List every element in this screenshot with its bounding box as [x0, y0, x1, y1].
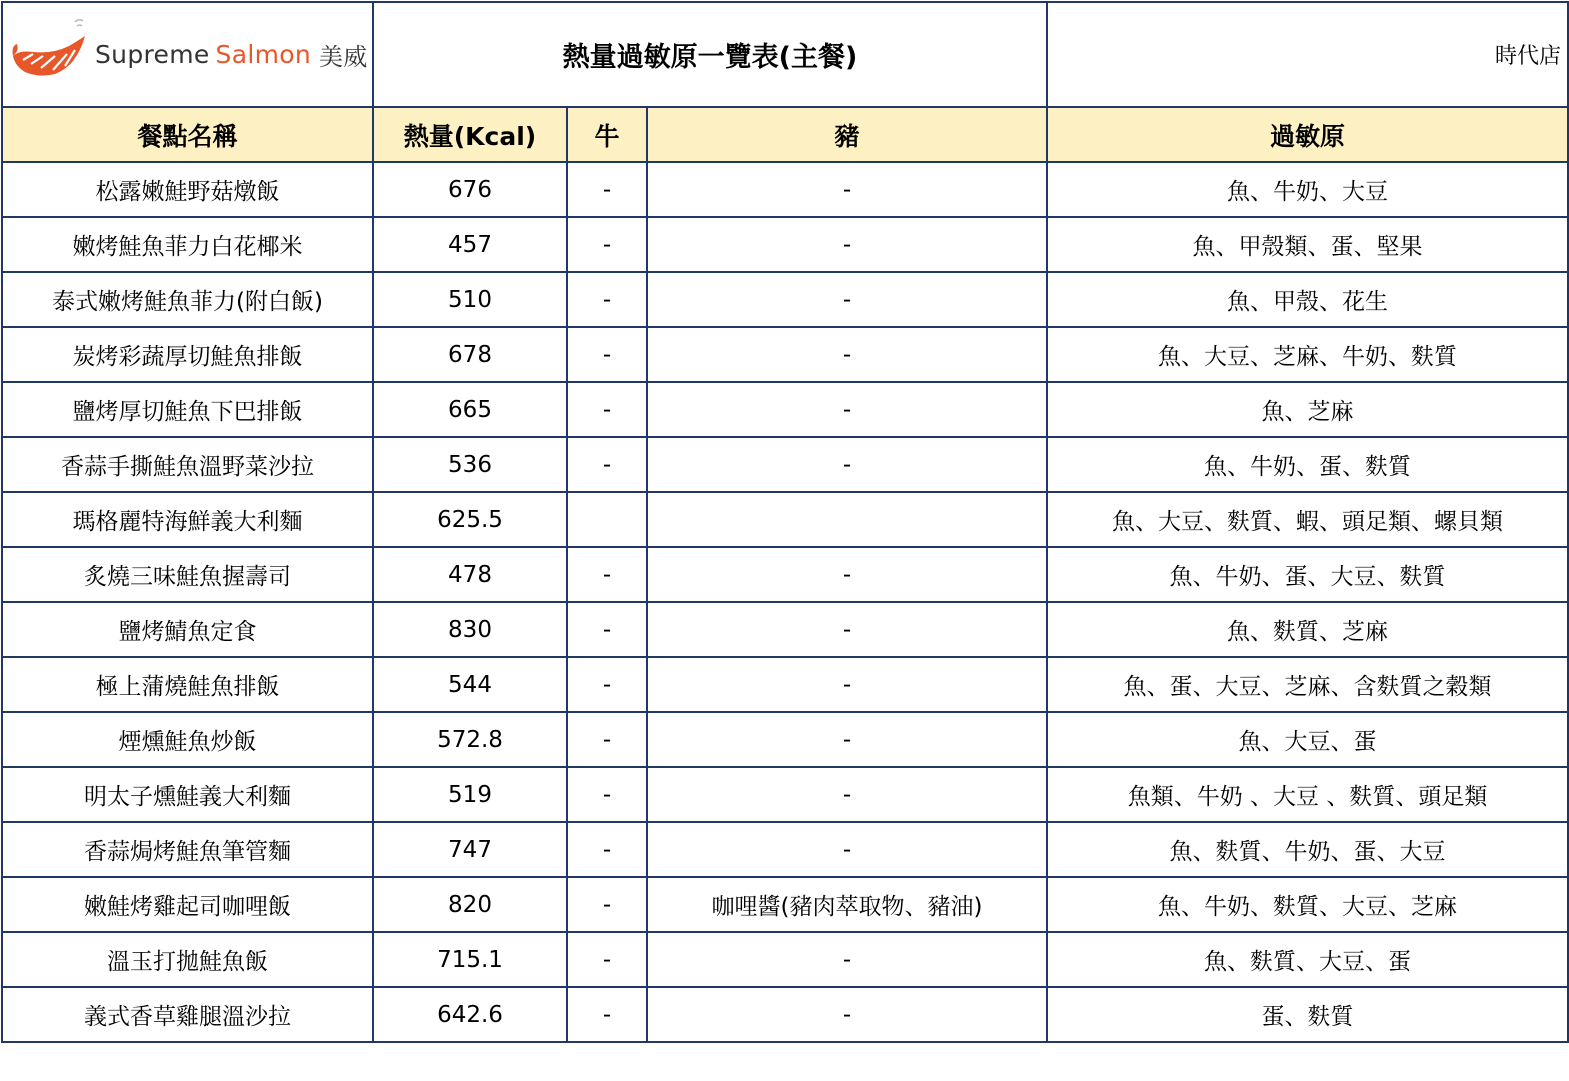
beef-cell: -: [567, 547, 647, 602]
dish-name-cell: 松露嫩鮭野菇燉飯: [2, 162, 373, 217]
allergens-cell: 魚、蛋、大豆、芝麻、含麩質之穀類: [1047, 657, 1568, 712]
beef-cell: -: [567, 437, 647, 492]
beef-cell: -: [567, 767, 647, 822]
dish-name-cell: 溫玉打拋鮭魚飯: [2, 932, 373, 987]
allergens-cell: 魚類、牛奶 、大豆 、麩質、頭足類: [1047, 767, 1568, 822]
title-row: [2, 2, 1568, 107]
header-allergens: 過敏原: [1047, 107, 1568, 162]
table-row: [2, 657, 1568, 712]
dish-name-cell: 瑪格麗特海鮮義大利麵: [2, 492, 373, 547]
calories-cell: 678: [373, 327, 567, 382]
beef-cell: -: [567, 602, 647, 657]
table-row: [2, 327, 1568, 382]
pork-cell: 咖哩醬(豬肉萃取物、豬油): [647, 877, 1047, 932]
beef-cell: -: [567, 822, 647, 877]
dish-name-cell: 泰式嫩烤鮭魚菲力(附白飯): [2, 272, 373, 327]
calories-cell: 820: [373, 877, 567, 932]
table-row: [2, 932, 1568, 987]
table-row: [2, 272, 1568, 327]
logo-cell: [2, 2, 373, 107]
salmon-fish-icon: [9, 16, 89, 93]
dish-name-cell: 鹽烤鯖魚定食: [2, 602, 373, 657]
beef-cell: [567, 492, 647, 547]
dish-name-cell: 煙燻鮭魚炒飯: [2, 712, 373, 767]
table-row: [2, 767, 1568, 822]
dish-name-cell: 極上蒲燒鮭魚排飯: [2, 657, 373, 712]
calories-cell: 665: [373, 382, 567, 437]
allergens-cell: 魚、牛奶、蛋、大豆、麩質: [1047, 547, 1568, 602]
pork-cell: -: [647, 657, 1047, 712]
brand-logo: [3, 3, 372, 106]
calories-cell: 747: [373, 822, 567, 877]
dish-name-cell: 義式香草雞腿溫沙拉: [2, 987, 373, 1042]
store-name: 時代店: [1047, 2, 1568, 107]
allergens-cell: 魚、牛奶、大豆: [1047, 162, 1568, 217]
allergens-cell: 魚、大豆、麩質、蝦、頭足類、螺貝類: [1047, 492, 1568, 547]
table-row: [2, 162, 1568, 217]
table-row: [2, 877, 1568, 932]
beef-cell: -: [567, 382, 647, 437]
table-row: [2, 437, 1568, 492]
beef-cell: -: [567, 657, 647, 712]
allergens-cell: 魚、甲殼、花生: [1047, 272, 1568, 327]
table-body: [2, 162, 1568, 1042]
pork-cell: -: [647, 547, 1047, 602]
beef-cell: -: [567, 877, 647, 932]
header-pork: 豬: [647, 107, 1047, 162]
pork-cell: -: [647, 712, 1047, 767]
table-row: [2, 712, 1568, 767]
allergens-cell: 魚、麩質、牛奶、蛋、大豆: [1047, 822, 1568, 877]
table-title: 熱量過敏原一覽表(主餐): [373, 2, 1047, 107]
dish-name-cell: 明太子燻鮭義大利麵: [2, 767, 373, 822]
table-row: [2, 382, 1568, 437]
dish-name-cell: 嫩鮭烤雞起司咖哩飯: [2, 877, 373, 932]
pork-cell: -: [647, 987, 1047, 1042]
beef-cell: -: [567, 162, 647, 217]
calories-cell: 715.1: [373, 932, 567, 987]
allergens-cell: 魚、大豆、蛋: [1047, 712, 1568, 767]
pork-cell: -: [647, 382, 1047, 437]
calories-cell: 519: [373, 767, 567, 822]
calories-cell: 676: [373, 162, 567, 217]
dish-name-cell: 嫩烤鮭魚菲力白花椰米: [2, 217, 373, 272]
header-calories: 熱量(Kcal): [373, 107, 567, 162]
pork-cell: -: [647, 272, 1047, 327]
allergens-cell: 魚、麩質、大豆、蛋: [1047, 932, 1568, 987]
allergens-cell: 魚、牛奶、蛋、麩質: [1047, 437, 1568, 492]
pork-cell: -: [647, 767, 1047, 822]
pork-cell: -: [647, 327, 1047, 382]
header-row: [2, 107, 1568, 162]
calories-cell: 457: [373, 217, 567, 272]
logo-word-salmon: Salmon: [215, 40, 311, 69]
logo-word-supreme: Supreme: [95, 40, 210, 69]
calories-cell: 536: [373, 437, 567, 492]
beef-cell: -: [567, 217, 647, 272]
calorie-allergen-table: [1, 1, 1569, 1043]
beef-cell: -: [567, 932, 647, 987]
table-row: [2, 217, 1568, 272]
pork-cell: [647, 492, 1047, 547]
allergens-cell: 魚、麩質、芝麻: [1047, 602, 1568, 657]
pork-cell: -: [647, 822, 1047, 877]
header-beef: 牛: [567, 107, 647, 162]
calories-cell: 510: [373, 272, 567, 327]
pork-cell: -: [647, 602, 1047, 657]
allergens-cell: 魚、大豆、芝麻、牛奶、麩質: [1047, 327, 1568, 382]
header-name: 餐點名稱: [2, 107, 373, 162]
table-row: [2, 987, 1568, 1042]
dish-name-cell: 炙燒三味鮭魚握壽司: [2, 547, 373, 602]
pork-cell: -: [647, 932, 1047, 987]
allergens-cell: 魚、牛奶、麩質、大豆、芝麻: [1047, 877, 1568, 932]
calories-cell: 544: [373, 657, 567, 712]
pork-cell: -: [647, 217, 1047, 272]
pork-cell: -: [647, 437, 1047, 492]
calories-cell: 830: [373, 602, 567, 657]
allergens-cell: 魚、甲殼類、蛋、堅果: [1047, 217, 1568, 272]
calories-cell: 572.8: [373, 712, 567, 767]
dish-name-cell: 炭烤彩蔬厚切鮭魚排飯: [2, 327, 373, 382]
dish-name-cell: 鹽烤厚切鮭魚下巴排飯: [2, 382, 373, 437]
table-row: [2, 822, 1568, 877]
table-row: [2, 547, 1568, 602]
calories-cell: 478: [373, 547, 567, 602]
beef-cell: -: [567, 987, 647, 1042]
logo-word-chinese: 美威: [318, 43, 368, 71]
table-row: [2, 602, 1568, 657]
dish-name-cell: 香蒜手撕鮭魚溫野菜沙拉: [2, 437, 373, 492]
beef-cell: -: [567, 712, 647, 767]
calories-cell: 625.5: [373, 492, 567, 547]
beef-cell: -: [567, 327, 647, 382]
allergens-cell: 蛋、麩質: [1047, 987, 1568, 1042]
table-row: [2, 492, 1568, 547]
pork-cell: -: [647, 162, 1047, 217]
beef-cell: -: [567, 272, 647, 327]
dish-name-cell: 香蒜焗烤鮭魚筆管麵: [2, 822, 373, 877]
allergens-cell: 魚、芝麻: [1047, 382, 1568, 437]
calories-cell: 642.6: [373, 987, 567, 1042]
